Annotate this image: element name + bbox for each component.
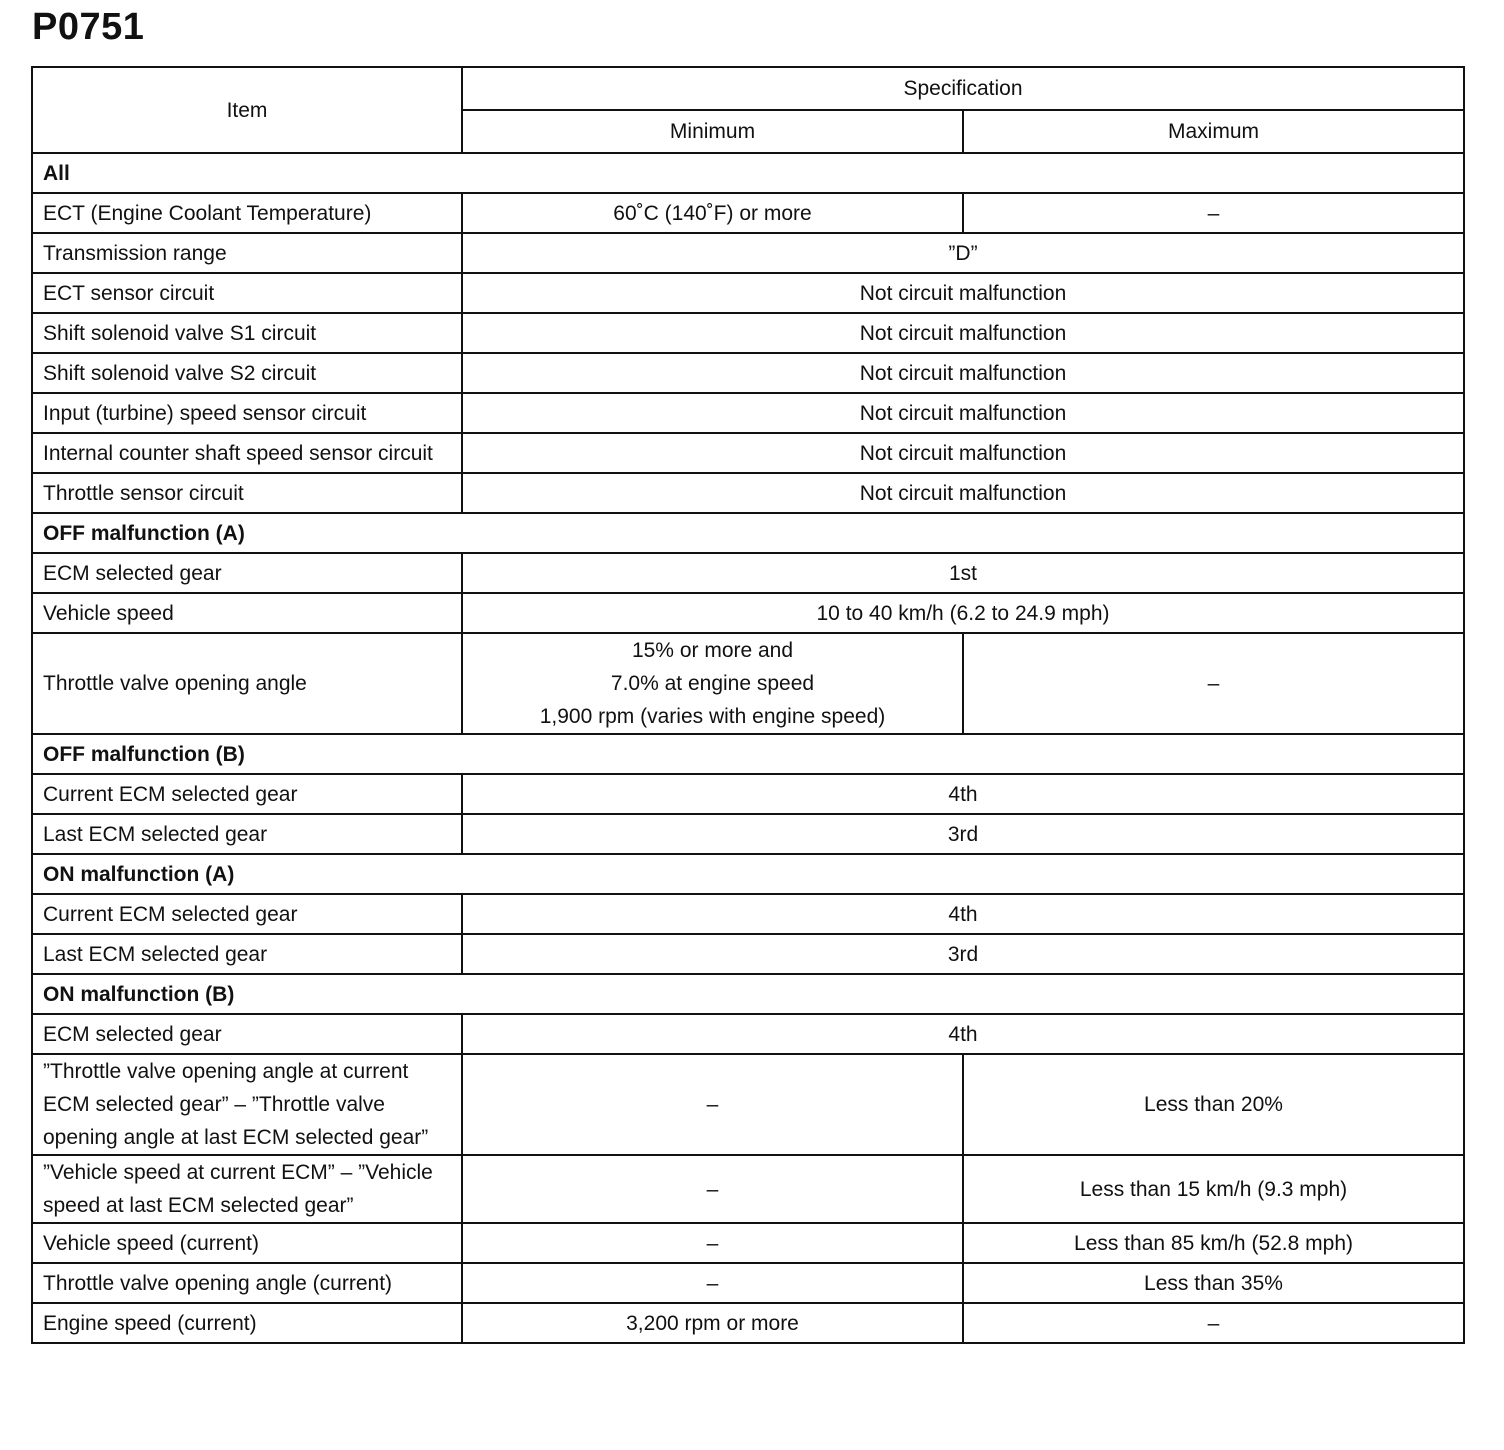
table-row <box>32 1223 1464 1263</box>
maximum-cell: Less than 15 km/h (9.3 mph) <box>963 1155 1464 1223</box>
maximum-cell: – <box>963 633 1464 734</box>
table-row <box>32 1263 1464 1303</box>
minimum-cell: – <box>462 1054 963 1155</box>
item-cell: Throttle sensor circuit <box>32 473 462 513</box>
maximum-cell: Less than 85 km/h (52.8 mph) <box>963 1223 1464 1263</box>
spec-value-cell: Not circuit malfunction <box>462 353 1464 393</box>
table-row <box>32 193 1464 233</box>
table-row <box>32 553 1464 593</box>
minimum-cell: – <box>462 1223 963 1263</box>
minimum-cell: – <box>462 1263 963 1303</box>
item-cell: Vehicle speed <box>32 593 462 633</box>
minimum-cell-line: 1,900 rpm (varies with engine speed) <box>539 705 886 728</box>
spec-value-cell: ”D” <box>462 233 1464 273</box>
table-body <box>32 153 1464 1343</box>
item-cell <box>32 1155 462 1223</box>
maximum-cell: Less than 20% <box>963 1054 1464 1155</box>
section-label: OFF malfunction (A) <box>32 513 1464 553</box>
table-row <box>32 1054 1464 1155</box>
item-cell: ECT sensor circuit <box>32 273 462 313</box>
spec-value-cell: 4th <box>462 774 1464 814</box>
item-cell: Current ECM selected gear <box>32 774 462 814</box>
section-label: ON malfunction (A) <box>32 854 1464 894</box>
spec-value-cell: 1st <box>462 553 1464 593</box>
header-row <box>32 67 1464 110</box>
item-cell: ECM selected gear <box>32 1014 462 1054</box>
spec-value-cell: 4th <box>462 1014 1464 1054</box>
page-title: P0751 <box>32 6 145 48</box>
minimum-cell: – <box>462 1155 963 1223</box>
section-row <box>32 513 1464 553</box>
spec-value-cell: 3rd <box>462 934 1464 974</box>
item-cell: Current ECM selected gear <box>32 894 462 934</box>
maximum-cell: Less than 35% <box>963 1263 1464 1303</box>
table-row <box>32 313 1464 353</box>
table-row <box>32 934 1464 974</box>
spec-value-cell: Not circuit malfunction <box>462 473 1464 513</box>
item-cell-line: ”Vehicle speed at current ECM” – ”Vehicle <box>43 1161 433 1184</box>
table-row <box>32 774 1464 814</box>
item-cell: Engine speed (current) <box>32 1303 462 1343</box>
spec-value-cell: 4th <box>462 894 1464 934</box>
item-cell <box>32 1054 462 1155</box>
item-cell: Shift solenoid valve S1 circuit <box>32 313 462 353</box>
minimum-cell: 3,200 rpm or more <box>462 1303 963 1343</box>
section-row <box>32 974 1464 1014</box>
minimum-cell-line: 15% or more and <box>631 639 794 662</box>
item-cell-line: speed at last ECM selected gear” <box>43 1194 354 1217</box>
section-label: ON malfunction (B) <box>32 974 1464 1014</box>
table-row <box>32 233 1464 273</box>
item-cell: Throttle valve opening angle (current) <box>32 1263 462 1303</box>
item-cell: Vehicle speed (current) <box>32 1223 462 1263</box>
item-cell-line: ”Throttle valve opening angle at current <box>43 1060 409 1083</box>
minimum-cell <box>462 633 963 734</box>
specification-header: Specification <box>462 67 1464 110</box>
specification-table <box>31 66 1465 1344</box>
item-cell-line: ECM selected gear” – ”Throttle valve <box>43 1093 385 1116</box>
table-row <box>32 1014 1464 1054</box>
item-cell: Internal counter shaft speed sensor circuit <box>32 433 462 473</box>
table-row <box>32 894 1464 934</box>
section-row <box>32 854 1464 894</box>
table-row <box>32 814 1464 854</box>
table-row <box>32 633 1464 734</box>
item-cell: ECT (Engine Coolant Temperature) <box>32 193 462 233</box>
table-row <box>32 473 1464 513</box>
section-label: OFF malfunction (B) <box>32 734 1464 774</box>
item-cell: Transmission range <box>32 233 462 273</box>
item-cell: Throttle valve opening angle <box>32 633 462 734</box>
spec-value-cell: Not circuit malfunction <box>462 433 1464 473</box>
item-cell: Last ECM selected gear <box>32 934 462 974</box>
item-cell: Last ECM selected gear <box>32 814 462 854</box>
section-row <box>32 153 1464 193</box>
item-cell-line: opening angle at last ECM selected gear” <box>43 1126 429 1149</box>
table-row <box>32 593 1464 633</box>
minimum-header: Minimum <box>462 110 963 153</box>
spec-value-cell: 3rd <box>462 814 1464 854</box>
spec-value-cell: Not circuit malfunction <box>462 313 1464 353</box>
table-row <box>32 1303 1464 1343</box>
spec-value-cell: 10 to 40 km/h (6.2 to 24.9 mph) <box>462 593 1464 633</box>
item-header: Item <box>32 67 462 153</box>
maximum-header: Maximum <box>963 110 1464 153</box>
table-row <box>32 393 1464 433</box>
maximum-cell: – <box>963 1303 1464 1343</box>
spec-value-cell: Not circuit malfunction <box>462 273 1464 313</box>
section-label: All <box>32 153 1464 193</box>
table-row <box>32 273 1464 313</box>
table-row <box>32 1155 1464 1223</box>
spec-value-cell: Not circuit malfunction <box>462 393 1464 433</box>
maximum-cell: – <box>963 193 1464 233</box>
table-row <box>32 433 1464 473</box>
table-row <box>32 353 1464 393</box>
item-cell: ECM selected gear <box>32 553 462 593</box>
minimum-cell-line: 7.0% at engine speed <box>610 672 815 695</box>
item-cell: Shift solenoid valve S2 circuit <box>32 353 462 393</box>
section-row <box>32 734 1464 774</box>
item-cell: Input (turbine) speed sensor circuit <box>32 393 462 433</box>
minimum-cell: 60˚C (140˚F) or more <box>462 193 963 233</box>
